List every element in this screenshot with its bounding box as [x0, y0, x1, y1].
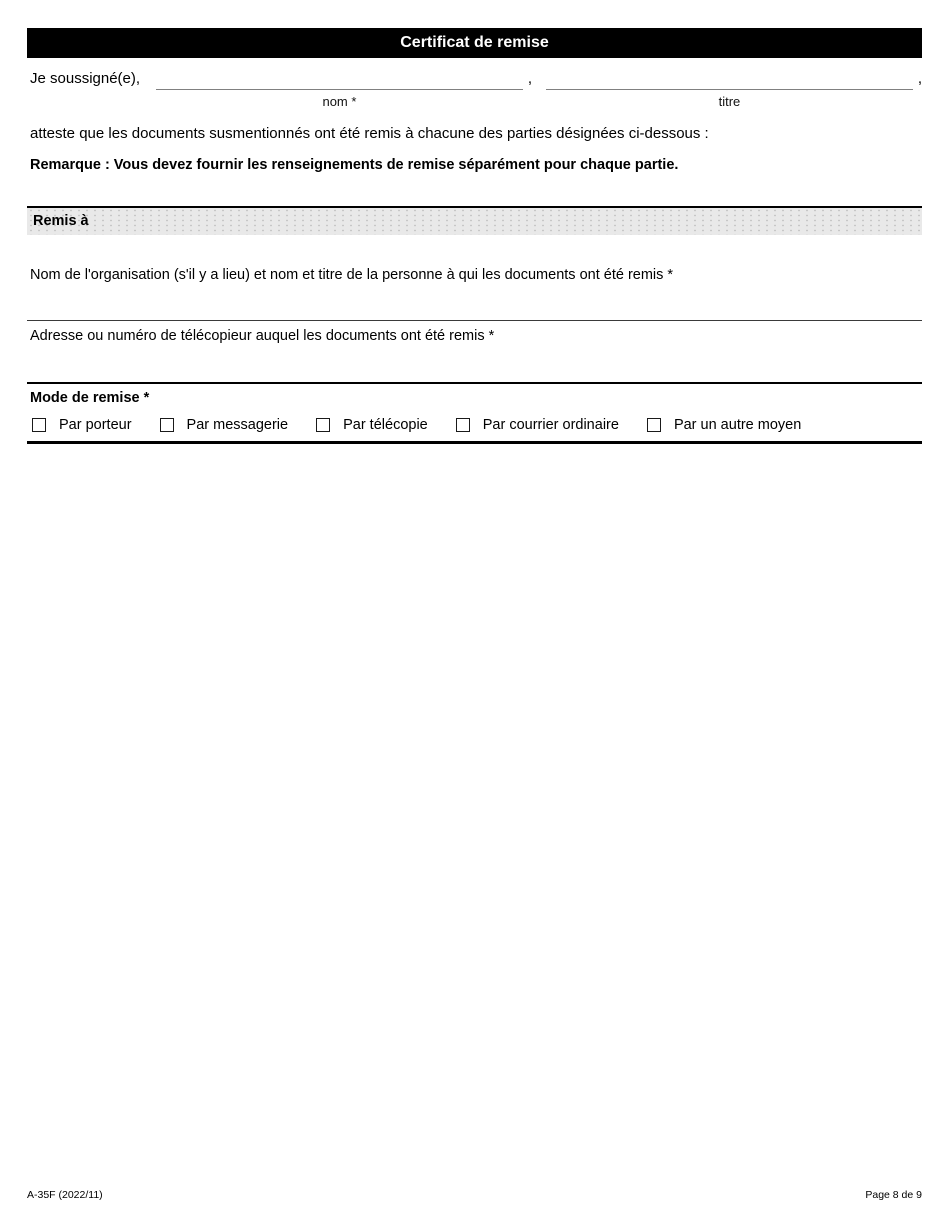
checkbox-icon[interactable] — [456, 418, 470, 432]
checkbox-par-porteur[interactable] — [32, 417, 132, 433]
checkbox-par-courrier-ordinaire[interactable] — [456, 417, 619, 433]
name-input[interactable] — [156, 66, 523, 90]
organization-input[interactable] — [27, 284, 922, 321]
comma-separator: , — [917, 70, 922, 87]
checkbox-label: Par messagerie — [186, 417, 289, 433]
title-input[interactable] — [546, 66, 913, 90]
delivery-mode-label: Mode de remise * — [30, 390, 150, 406]
address-field-label: Adresse ou numéro de télécopieur auquel les documents ont été remis * — [30, 328, 495, 344]
section-title: Remis à — [33, 213, 89, 229]
checkbox-label: Par porteur — [59, 417, 132, 433]
checkbox-icon[interactable] — [647, 418, 661, 432]
title-field-group — [546, 66, 913, 111]
checkbox-icon[interactable] — [32, 418, 46, 432]
checkbox-par-messagerie[interactable] — [160, 417, 289, 433]
organization-field-label: Nom de l'organisation (s'il y a lieu) et nom et titre de la personne à qui les documents ont été remis * — [30, 267, 674, 283]
title-field-label: titre — [718, 94, 741, 109]
checkbox-label: Par télécopie — [343, 417, 428, 433]
form-title: Certificat de remise — [400, 34, 549, 51]
signature-sentence — [27, 66, 922, 111]
checkbox-icon[interactable] — [316, 418, 330, 432]
address-input[interactable] — [27, 345, 922, 382]
section-header-remis-a — [27, 206, 922, 235]
comma-separator: , — [527, 70, 533, 87]
page-footer — [27, 1189, 922, 1201]
name-field-group — [156, 66, 523, 111]
delivery-mode-options — [27, 417, 922, 433]
checkbox-label: Par un autre moyen — [673, 417, 802, 433]
delivery-mode-section — [27, 382, 922, 444]
checkbox-label: Par courrier ordinaire — [482, 417, 619, 433]
form-title-bar — [27, 28, 922, 58]
checkbox-par-un-autre-moyen[interactable] — [647, 417, 801, 433]
name-field-label: nom * — [322, 94, 357, 109]
page-number: Page 8 de 9 — [865, 1189, 922, 1201]
checkbox-icon[interactable] — [160, 418, 174, 432]
note-text: Remarque : Vous devez fournir les renseignements de remise séparément pour chaque partie. — [30, 157, 679, 173]
attestation-text: atteste que les documents susmentionnés ont été remis à chacune des parties désignées ci-dessous : — [30, 125, 709, 142]
checkbox-par-telecopie[interactable] — [316, 417, 428, 433]
signature-lead-text: Je soussigné(e), — [30, 70, 141, 87]
form-number: A-35F (2022/11) — [27, 1189, 103, 1201]
